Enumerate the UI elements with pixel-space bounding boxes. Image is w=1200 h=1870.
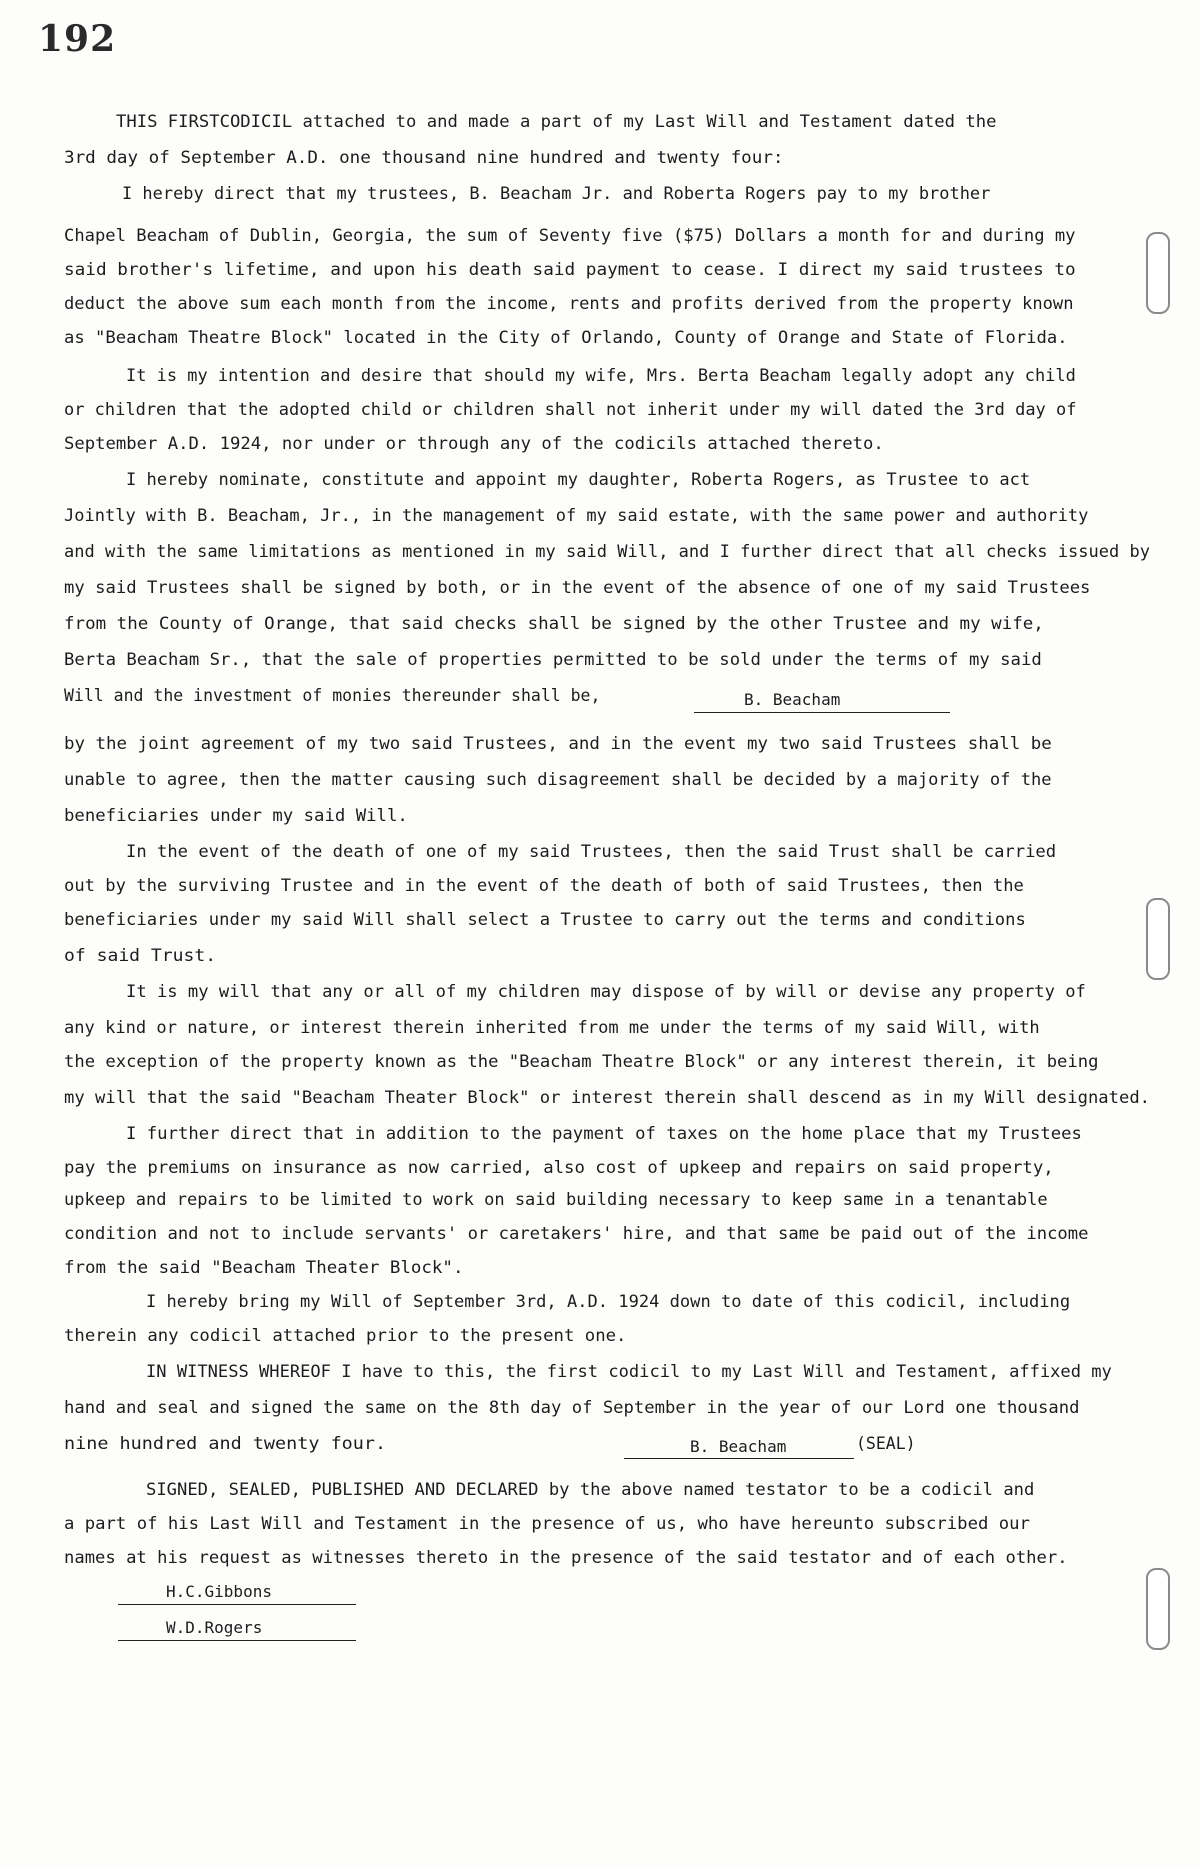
text-line: any kind or nature, or interest therein inherited from me under the terms of my said Will, with bbox=[64, 1018, 1040, 1037]
text-line: unable to agree, then the matter causing such disagreement shall be decided by a majority of the bbox=[64, 770, 1052, 789]
seal-label: (SEAL) bbox=[856, 1434, 916, 1453]
signature-line bbox=[624, 1458, 854, 1459]
text-line: I further direct that in addition to the payment of taxes on the home place that my Trustees bbox=[126, 1124, 1082, 1143]
text-line: IN WITNESS WHEREOF I have to this, the first codicil to my Last Will and Testament, affixed my bbox=[146, 1362, 1112, 1381]
text-line: upkeep and repairs to be limited to work on said building necessary to keep same in a tenantable bbox=[64, 1190, 1048, 1209]
text-line: Will and the investment of monies thereunder shall be, bbox=[64, 686, 601, 705]
text-line: Berta Beacham Sr., that the sale of properties permitted to be sold under the terms of my said bbox=[64, 650, 1042, 669]
text-line: I hereby bring my Will of September 3rd, A.D. 1924 down to date of this codicil, including bbox=[146, 1292, 1071, 1311]
text-line: beneficiaries under my said Will shall select a Trustee to carry out the terms and conditions bbox=[64, 910, 1026, 929]
witness-1-signature: H.C.Gibbons bbox=[166, 1582, 272, 1601]
text-line: In the event of the death of one of my said Trustees, then the said Trust shall be carried bbox=[126, 842, 1057, 861]
text-line: therein any codicil attached prior to the present one. bbox=[64, 1326, 627, 1345]
text-line: from the said "Beacham Theater Block". bbox=[64, 1258, 464, 1277]
text-line: my will that the said "Beacham Theater Block" or interest therein shall descend as in my Will designated. bbox=[64, 1088, 1151, 1107]
text-line: It is my will that any or all of my children may dispose of by will or devise any property of bbox=[126, 982, 1086, 1001]
text-line: nine hundred and twenty four. bbox=[64, 1434, 387, 1453]
text-line: as "Beacham Theatre Block" located in the City of Orlando, County of Orange and State of Florida. bbox=[64, 328, 1068, 347]
text-line: Jointly with B. Beacham, Jr., in the management of my said estate, with the same power and authority bbox=[64, 506, 1089, 525]
text-line: Chapel Beacham of Dublin, Georgia, the sum of Seventy five ($75) Dollars a month for and during my bbox=[64, 226, 1076, 245]
text-line: I hereby direct that my trustees, B. Beacham Jr. and Roberta Rogers pay to my brother bbox=[122, 184, 991, 203]
text-line: 3rd day of September A.D. one thousand nine hundred and twenty four: bbox=[64, 148, 784, 167]
text-line: SIGNED, SEALED, PUBLISHED AND DECLARED by the above named testator to be a codicil and bbox=[146, 1480, 1035, 1499]
text-line: by the joint agreement of my two said Trustees, and in the event my two said Trustees shall be bbox=[64, 734, 1052, 753]
binder-hole bbox=[1146, 898, 1170, 980]
text-line: out by the surviving Trustee and in the event of the death of both of said Trustees, then the bbox=[64, 876, 1024, 895]
signature-line bbox=[118, 1604, 356, 1605]
text-line: from the County of Orange, that said checks shall be signed by the other Trustee and my wife, bbox=[64, 614, 1044, 633]
text-line: hand and seal and signed the same on the 8th day of September in the year of our Lord one thousand bbox=[64, 1398, 1080, 1417]
text-line: or children that the adopted child or children shall not inherit under my will dated the 3rd day of bbox=[64, 400, 1077, 419]
testator-signature: B. Beacham bbox=[690, 1437, 787, 1456]
text-line: THIS FIRSTCODICIL attached to and made a part of my Last Will and Testament dated the bbox=[116, 112, 997, 131]
page-number: 192 bbox=[38, 18, 117, 60]
text-line: my said Trustees shall be signed by both, or in the event of the absence of one of my said Trustees bbox=[64, 578, 1091, 597]
text-line: of said Trust. bbox=[64, 946, 217, 965]
text-line: a part of his Last Will and Testament in the presence of us, who have hereunto subscribed our bbox=[64, 1514, 1030, 1533]
text-line: and with the same limitations as mentioned in my said Will, and I further direct that all checks issued by bbox=[64, 542, 1150, 561]
binder-hole bbox=[1146, 1568, 1170, 1650]
text-line: condition and not to include servants' or caretakers' hire, and that same be paid out of the income bbox=[64, 1224, 1089, 1243]
text-line: beneficiaries under my said Will. bbox=[64, 806, 408, 825]
text-line: It is my intention and desire that should my wife, Mrs. Berta Beacham legally adopt any child bbox=[126, 366, 1076, 385]
binder-hole bbox=[1146, 232, 1170, 314]
text-line: the exception of the property known as the "Beacham Theatre Block" or any interest therein, it being bbox=[64, 1052, 1099, 1071]
text-line: said brother's lifetime, and upon his death said payment to cease. I direct my said trustees to bbox=[64, 260, 1076, 279]
text-line: deduct the above sum each month from the income, rents and profits derived from the property known bbox=[64, 294, 1074, 313]
testator-initial-signature: B. Beacham bbox=[744, 690, 841, 709]
signature-line bbox=[118, 1640, 356, 1641]
text-line: names at his request as witnesses thereto in the presence of the said testator and of each other. bbox=[64, 1548, 1068, 1567]
text-line: September A.D. 1924, nor under or through any of the codicils attached thereto. bbox=[64, 434, 884, 453]
witness-2-signature: W.D.Rogers bbox=[166, 1618, 263, 1637]
text-line: I hereby nominate, constitute and appoint my daughter, Roberta Rogers, as Trustee to act bbox=[126, 470, 1031, 489]
text-line: pay the premiums on insurance as now carried, also cost of upkeep and repairs on said property, bbox=[64, 1158, 1054, 1177]
signature-line bbox=[694, 712, 950, 713]
